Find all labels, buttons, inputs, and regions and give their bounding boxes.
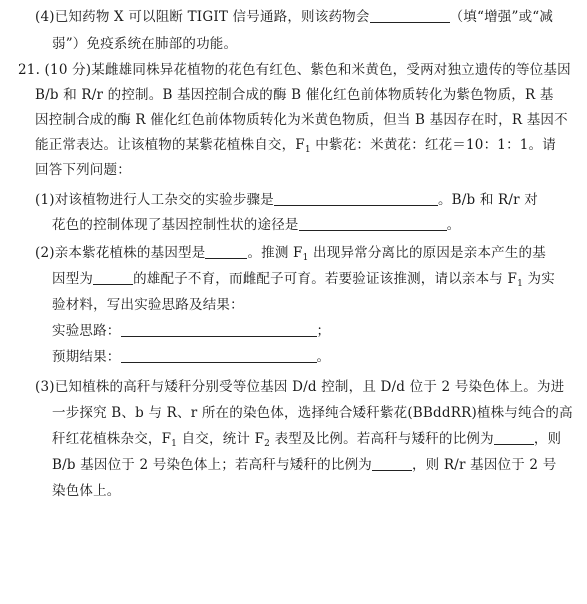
result-blank — [121, 348, 317, 363]
q21-header — [18, 61, 571, 79]
stem-text: 能正常表达。让该植物的某紫花植株自交，F — [35, 137, 305, 153]
part2-text: 的雄配子不育，而雌配子可育。若要验证该推测，请以亲本与 F — [133, 271, 518, 287]
subscript: 1 — [302, 253, 309, 263]
q21-part-2-line-3 — [52, 296, 244, 314]
result-label: 预期结果： — [52, 349, 121, 365]
part3-text: 秆红花植株杂交，F — [52, 431, 172, 447]
q21-part-2-idea — [52, 322, 330, 340]
subscript: 1 — [304, 145, 311, 155]
part3-text: 染色体上。 — [52, 483, 121, 499]
q21-part-3 — [35, 378, 564, 396]
part1-text: (1)对该植物进行人工杂交的实验步骤是 — [35, 192, 274, 208]
q21-part-1-line-2 — [52, 216, 460, 234]
q4-text-end: 弱”）免疫系统在肺部的功能。 — [52, 36, 238, 52]
part1-blank-2 — [299, 216, 447, 231]
subscript: 1 — [171, 439, 178, 449]
part2-text: 因型为 — [52, 271, 94, 287]
part2-text: 为实 — [523, 271, 555, 287]
q21-title: 21. (10 分)某雌雄同株异花植物的花色有红色、紫色和米黄色，受两对独立遗传的等位基因 — [18, 62, 571, 78]
part2-text: 出现异常分离比的原因是亲本产生的基 — [308, 245, 546, 261]
stem-text: 中紫花：米黄花：红花＝10：1：1。请 — [310, 137, 556, 153]
q21-stem-line-2 — [35, 86, 554, 104]
part2-text: (2)亲本紫花植株的基因型是 — [35, 245, 206, 261]
q21-part-3-line-3 — [52, 430, 561, 448]
part3-text: (3)已知植株的高秆与矮秆分别受等位基因 D/d 控制，且 D/d 位于 2 号染色体上。为进 — [35, 379, 565, 395]
part2-blank-2 — [93, 270, 133, 285]
stem-text: 因控制合成的酶 R 催化红色前体物质转化为米黄色物质，但当 B 基因存在时，R 基因不 — [35, 112, 568, 128]
q21-stem-line-5 — [35, 161, 131, 179]
part1-blank-1 — [274, 191, 438, 206]
q21-part-2-result — [52, 348, 330, 366]
q4-text-cont: （填“增强”或“减 — [449, 9, 554, 25]
idea-end: ； — [316, 323, 331, 339]
q21-part-2-line-2 — [52, 270, 555, 288]
part1-text: 花色的控制体现了基因控制性状的途径是 — [52, 217, 299, 233]
q21-stem-line-4 — [35, 136, 556, 154]
q4-answer-blank — [370, 8, 450, 23]
subscript: 1 — [517, 279, 524, 289]
part2-text: 验材料，写出实验思路及结果： — [52, 297, 244, 313]
part2-blank-1 — [205, 244, 247, 259]
q21-part-1 — [35, 191, 538, 209]
q4-line-2 — [52, 35, 237, 53]
part3-blank-2 — [372, 456, 412, 471]
part3-text: 自交，统计 F — [177, 431, 265, 447]
q4-text: (4)已知药物 X 可以阻断 TIGIT 信号通路，则该药物会 — [35, 9, 370, 25]
part3-blank-1 — [494, 430, 534, 445]
stem-text: B/b 和 R/r 的控制。B 基因控制合成的酶 B 催化红色前体物质转化为紫色物质，R 基 — [35, 87, 554, 103]
part3-text: ，则 — [533, 431, 562, 447]
part3-text: B/b 基因位于 2 号染色体上；若高秆与矮秆的比例为 — [52, 457, 372, 473]
part3-text: 一步探究 B、b 与 R、r 所在的染色体，选择纯合矮秆紫花(BBddRR)植株与纯合的高 — [52, 405, 573, 421]
part3-text: 表型及比例。若高秆与矮秆的比例为 — [270, 431, 494, 447]
q21-stem-line-3 — [35, 111, 568, 129]
q21-part-2 — [35, 244, 546, 262]
q21-part-3-line-4 — [52, 456, 556, 474]
q21-part-3-line-2 — [52, 404, 573, 422]
idea-label: 实验思路： — [52, 323, 121, 339]
idea-blank — [121, 322, 317, 337]
part1-text: 。 — [446, 217, 461, 233]
subscript: 2 — [264, 439, 271, 449]
part3-text: ，则 R/r 基因位于 2 号 — [411, 457, 557, 473]
q21-part-3-line-5 — [52, 482, 121, 500]
stem-text: 回答下列问题： — [35, 162, 131, 178]
part2-text: 。推测 F — [247, 245, 303, 261]
result-end: 。 — [316, 349, 331, 365]
q4-line-1 — [35, 8, 553, 26]
part1-text: 。B/b 和 R/r 对 — [437, 192, 538, 208]
